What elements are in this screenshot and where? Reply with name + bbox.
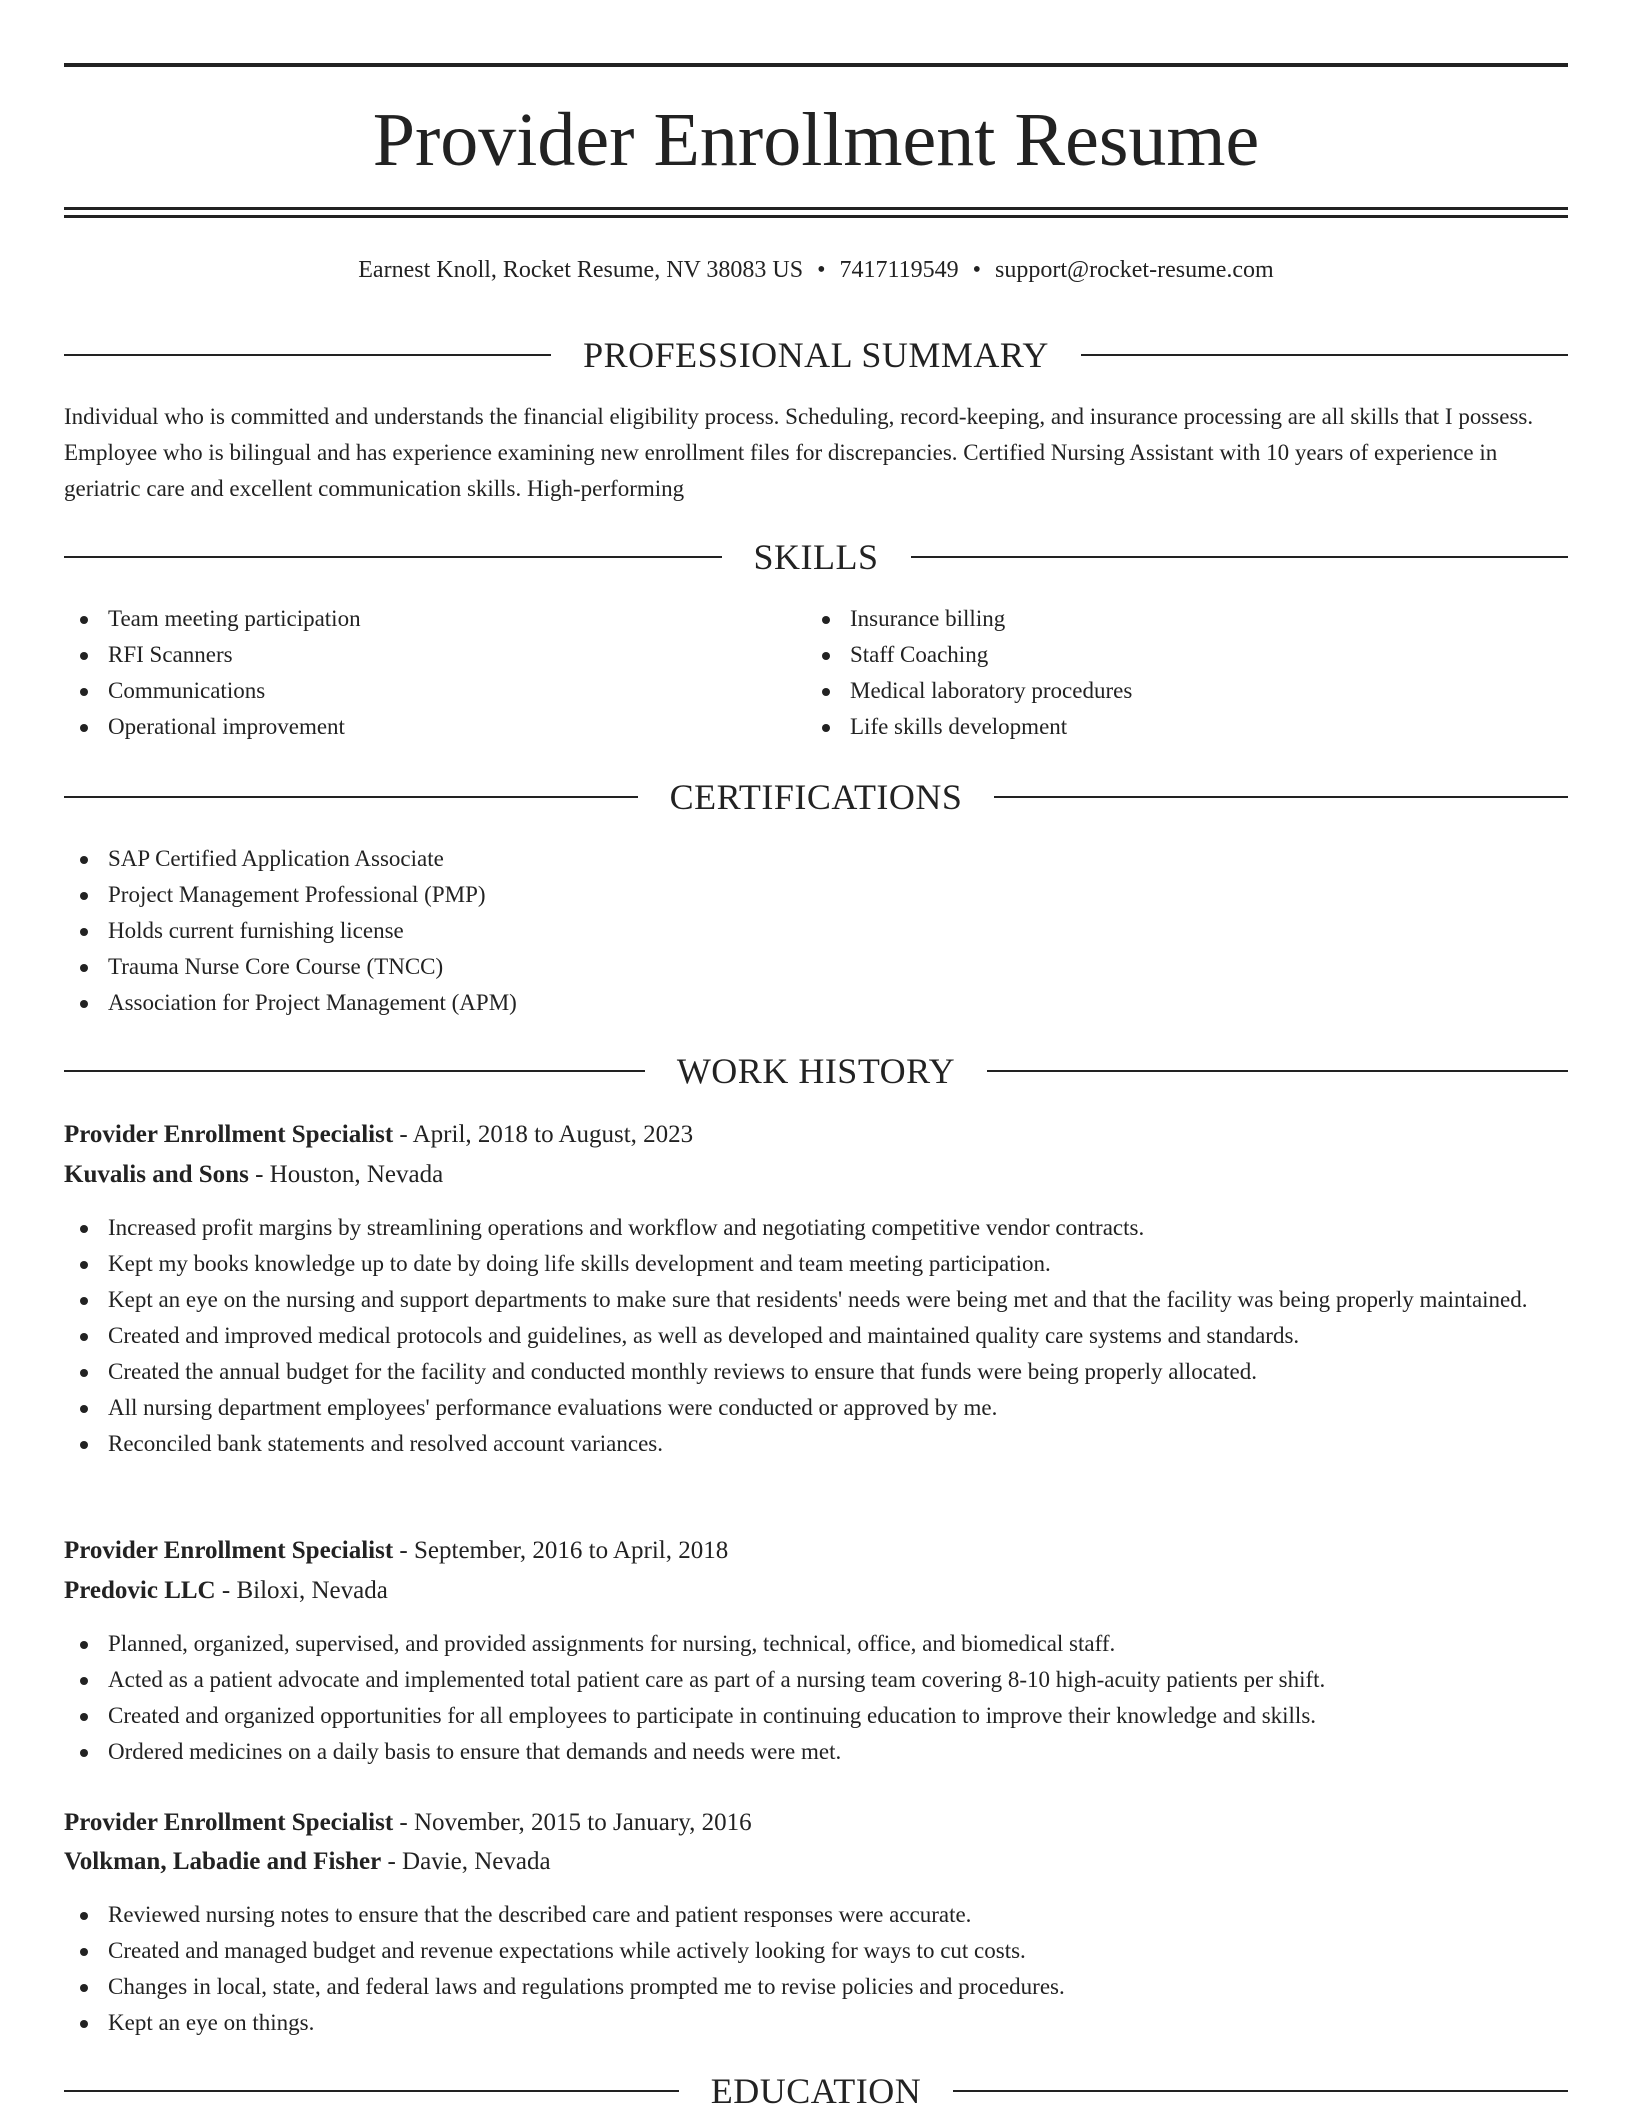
job-bullet: Reviewed nursing notes to ensure that the described care and patient responses were accurate. (64, 1897, 1568, 1933)
certification-item: SAP Certified Application Associate (64, 841, 1568, 877)
heading-rule-left (64, 1070, 645, 1072)
job-bullet: Planned, organized, supervised, and provided assignments for nursing, technical, office, and biomedical staff. (64, 1626, 1568, 1662)
job-bullet: Kept an eye on the nursing and support departments to make sure that residents' needs were being met and that the facility was being properly maintained. (64, 1282, 1568, 1318)
skill-item: Medical laboratory procedures (806, 673, 1546, 709)
heading-rule-right (953, 2090, 1568, 2092)
job-bullets (64, 1897, 1568, 2041)
job-bullet: Created and organized opportunities for all employees to participate in continuing education to improve their knowledge and skills. (64, 1698, 1568, 1734)
job-bullet: Acted as a patient advocate and implemented total patient care as part of a nursing team covering 8-10 high-acuity patients per shift. (64, 1662, 1568, 1698)
job-company-line (64, 1157, 1568, 1193)
job-bullet: Changes in local, state, and federal laws and regulations prompted me to revise policies and procedures. (64, 1969, 1568, 2005)
work-history-heading-label: WORK HISTORY (676, 1051, 956, 1091)
job-bullet: Ordered medicines on a daily basis to ensure that demands and needs were met. (64, 1734, 1568, 1770)
skill-item: Life skills development (806, 709, 1546, 745)
page-title: Provider Enrollment Resume (372, 98, 1260, 182)
heading-rule-left (64, 796, 638, 798)
work-history-heading (64, 1049, 1568, 1093)
job-company: Predovic LLC (64, 1577, 216, 1604)
contact-address: Earnest Knoll, Rocket Resume, NV 38083 US (358, 257, 804, 283)
job-bullets (64, 1626, 1568, 1770)
job-title-line (64, 1117, 1568, 1153)
job-bullet: Increased profit margins by streamlining operations and workflow and negotiating competitive vendor contracts. (64, 1210, 1568, 1246)
job-bullet: Kept my books knowledge up to date by doing life skills development and team meeting participation. (64, 1246, 1568, 1282)
job-company: Kuvalis and Sons (64, 1161, 249, 1188)
certifications-heading-label: CERTIFICATIONS (669, 777, 963, 817)
job-bullet: Created and managed budget and revenue expectations while actively looking for ways to cut costs. (64, 1933, 1568, 1969)
job-bullet: Created and improved medical protocols and guidelines, as well as developed and maintained quality care systems and standards. (64, 1318, 1568, 1354)
heading-rule-left (64, 2090, 679, 2092)
education-heading-label: EDUCATION (710, 2071, 922, 2111)
summary-heading-label: PROFESSIONAL SUMMARY (583, 335, 1049, 375)
summary-text: Individual who is committed and understands the financial eligibility process. Scheduling, record-keeping, and insurance processing are all skills that I possess. Employee who is bilingual and has experience examining new enrollment files for discrepancies. Certified Nursing Assistant with 10 years of experience in geriatric care and excellent communication skills. High-performing (64, 404, 1534, 501)
certification-item: Project Management Professional (PMP) (64, 877, 1568, 913)
job-title: Provider Enrollment Specialist (64, 1537, 394, 1564)
skill-item: Operational improvement (64, 709, 804, 745)
skills-heading (64, 535, 1568, 579)
job-company: Volkman, Labadie and Fisher (64, 1848, 382, 1875)
job-bullet: Reconciled bank statements and resolved account variances. (64, 1426, 1568, 1462)
certification-item: Trauma Nurse Core Course (TNCC) (64, 949, 1568, 985)
certifications-list (64, 841, 1568, 1021)
contact-phone: 7417119549 (839, 257, 959, 283)
job-location: - Biloxi, Nevada (215, 1577, 388, 1604)
job-bullets (64, 1210, 1568, 1462)
heading-rule-right (987, 1070, 1568, 1072)
title-rule-lower (64, 215, 1568, 218)
job-title: Provider Enrollment Specialist (64, 1809, 394, 1836)
job-title-line (64, 1533, 1568, 1569)
job-title-line (64, 1805, 1568, 1841)
heading-rule-left (64, 556, 722, 558)
job-dates: - April, 2018 to August, 2023 (393, 1121, 694, 1148)
certification-item: Association for Project Management (APM) (64, 985, 1568, 1021)
heading-rule-right (1081, 354, 1568, 356)
title-rule-upper (64, 207, 1568, 210)
job-bullet: Created the annual budget for the facility and conducted monthly reviews to ensure that funds were being properly allocated. (64, 1354, 1568, 1390)
certifications-heading (64, 775, 1568, 819)
job-title: Provider Enrollment Specialist (64, 1121, 394, 1148)
skill-item: Insurance billing (806, 601, 1546, 637)
education-heading (64, 2069, 1568, 2113)
job-dates: - September, 2016 to April, 2018 (393, 1537, 729, 1564)
certification-item: Holds current furnishing license (64, 913, 1568, 949)
heading-rule-right (994, 796, 1568, 798)
skill-item: Communications (64, 673, 804, 709)
job-location: - Davie, Nevada (381, 1848, 551, 1875)
summary-heading (64, 333, 1568, 377)
job-dates: - November, 2015 to January, 2016 (393, 1809, 752, 1836)
contact-separator: • (817, 257, 826, 283)
skills-list-right (806, 601, 1546, 745)
job-bullet: Kept an eye on things. (64, 2005, 1568, 2041)
contact-email: support@rocket-resume.com (995, 257, 1274, 283)
contact-separator: • (972, 257, 982, 283)
job-bullet: All nursing department employees' performance evaluations were conducted or approved by me. (64, 1390, 1568, 1426)
skill-item: Team meeting participation (64, 601, 804, 637)
job-company-line (64, 1573, 1568, 1609)
top-rule (64, 63, 1568, 67)
heading-rule-right (911, 556, 1569, 558)
skills-list-left (64, 601, 804, 745)
skills-heading-label: SKILLS (753, 537, 879, 577)
job-location: - Houston, Nevada (248, 1161, 444, 1188)
skill-item: Staff Coaching (806, 637, 1546, 673)
skill-item: RFI Scanners (64, 637, 804, 673)
heading-rule-left (64, 354, 551, 356)
contact-line (64, 254, 1568, 286)
job-company-line (64, 1844, 1568, 1880)
